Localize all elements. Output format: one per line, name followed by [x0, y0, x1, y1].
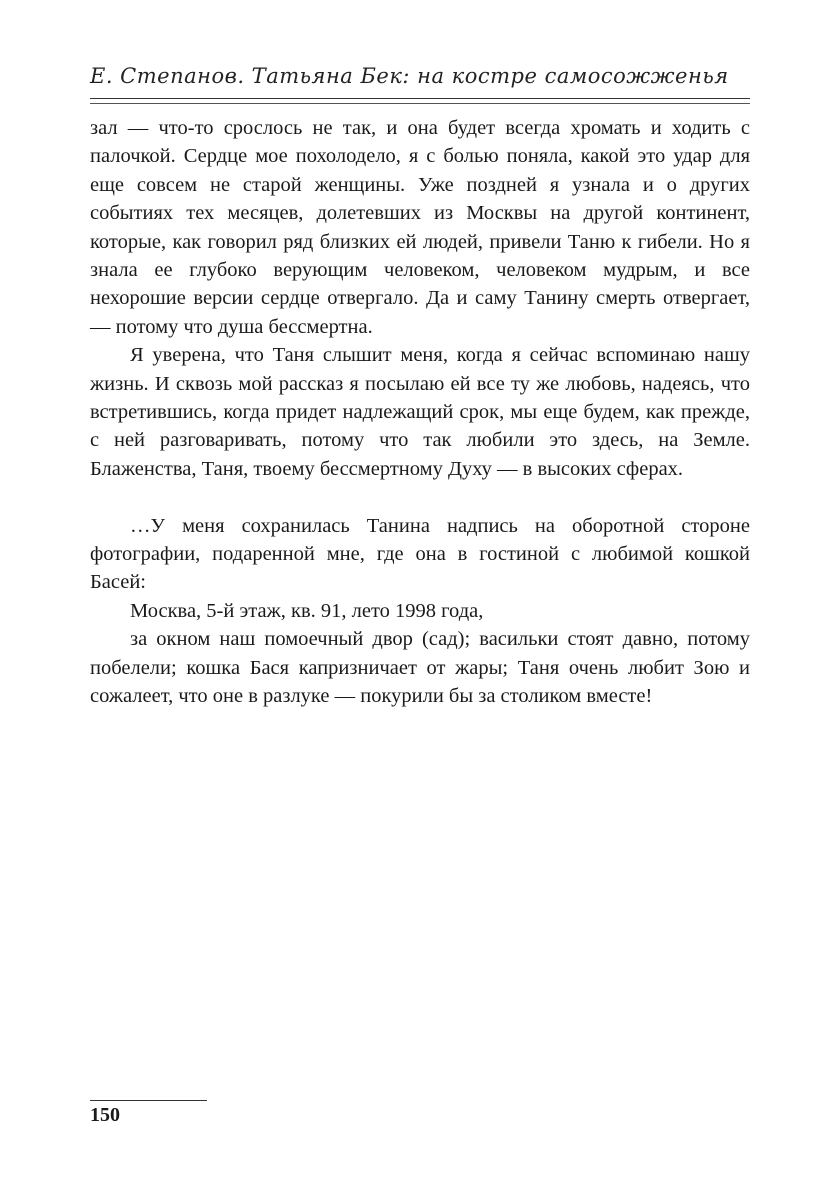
running-head: Е. Степанов. Татьяна Бек: на костре самосожженья [90, 64, 729, 88]
paragraph-1: зал — что-то срослось не так, и она будет всегда хромать и ходить с палочкой. Сердце мое похолодело, я с болью поняла, какой это удар для еще совсем не старой женщины. Уже поздней я узнала и о других событиях тех месяцев, долетевших из Москвы на другой континент, которые, как говорил ряд близких ей людей, привели Таню к гибели. Но я знала ее глубоко верующим человеком, человеком мудрым, и все нехорошие версии сердце отвергало. Да и саму Танину смерть отвергает, — потому что душа бессмертна. [90, 117, 750, 338]
header-rule-bottom [90, 103, 750, 104]
paragraph-spacer [90, 483, 750, 511]
paragraph-4: Москва, 5-й этаж, кв. 91, лето 1998 года, [130, 599, 484, 622]
body-text [90, 114, 750, 711]
paragraph-5: за окном наш помоечный двор (сад); васильки стоят давно, потому побелели; кошка Бася капризничает от жары; Таня очень любит Зою и сожалеет, что оне в разлуке — покурили бы за столиком вместе! [90, 628, 750, 708]
header-rule-top [90, 98, 750, 99]
paragraph-2: Я уверена, что Таня слышит меня, когда я сейчас вспоминаю нашу жизнь. И сквозь мой рассказ я посылаю ей все ту же любовь, надеясь, что встретившись, когда придет надлежащий срок, мы еще будем, как прежде, с ней разговаривать, потому что так любили это здесь, на Земле. Блаженства, Таня, твоему бессмертному Духу — в высоких сферах. [90, 344, 750, 480]
paragraph-3: …У меня сохранилась Танина надпись на оборотной стороне фотографии, подаренной мне, где она в гостиной с любимой кошкой Басей: [90, 514, 750, 594]
page-number: 150 [90, 1104, 120, 1126]
